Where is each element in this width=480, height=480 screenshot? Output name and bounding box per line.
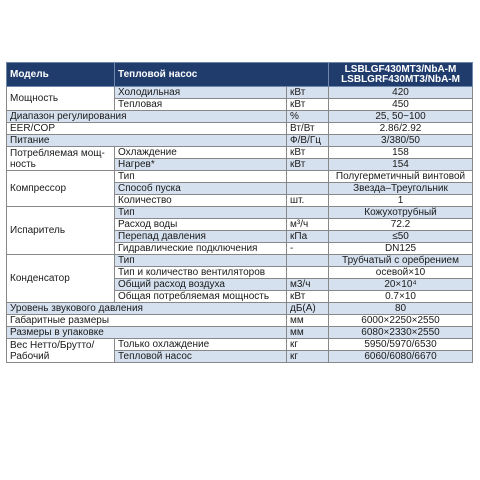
eer-label: EER/COP	[7, 123, 287, 135]
evaporator-type-label: Тип	[115, 207, 287, 219]
eer-value: 2.86/2.92	[329, 123, 473, 135]
evaporator-type-value: Кожухотрубный	[329, 207, 473, 219]
header-row	[7, 63, 473, 87]
table-row	[7, 123, 473, 135]
table-row	[7, 327, 473, 339]
supply-unit: Ф/В/Гц	[287, 135, 329, 147]
header-type-label: Тепловой насос	[115, 63, 329, 87]
header-model-names	[329, 63, 473, 87]
condenser-label: Конденсатор	[7, 255, 115, 303]
supply-label: Питание	[7, 135, 287, 147]
condenser-fans-unit	[287, 267, 329, 279]
compressor-qty-unit: шт.	[287, 195, 329, 207]
eer-unit: Вт/Вт	[287, 123, 329, 135]
dims-unit: мм	[287, 315, 329, 327]
compressor-type-label: Тип	[115, 171, 287, 183]
model-name-1: LSBLGF430MT3/NbA-M	[344, 63, 457, 75]
weight-cool-unit: кг	[287, 339, 329, 351]
table-row	[7, 339, 473, 351]
consumption-cool-unit: кВт	[287, 147, 329, 159]
condenser-type-unit	[287, 255, 329, 267]
compressor-qty-value: 1	[329, 195, 473, 207]
supply-value: 3/380/50	[329, 135, 473, 147]
condenser-type-value: Трубчатый с оребрением	[329, 255, 473, 267]
table-row	[7, 303, 473, 315]
weight-cool-label: Только охлаждение	[115, 339, 287, 351]
range-label: Диапазон регулирования	[7, 111, 287, 123]
table-row	[7, 111, 473, 123]
condenser-fanpower-label: Общая потребляемая мощность	[115, 291, 287, 303]
weight-label: Вес Нетто/Брутто/ Рабочий	[7, 339, 115, 363]
compressor-start-label: Способ пуска	[115, 183, 287, 195]
dims-value: 6000×2250×2550	[329, 315, 473, 327]
packdims-label: Размеры в упаковке	[7, 327, 287, 339]
evaporator-conn-label: Гидравлические подключения	[115, 243, 287, 255]
table-row	[7, 171, 473, 183]
range-value: 25, 50~100	[329, 111, 473, 123]
table-row	[7, 207, 473, 219]
compressor-start-unit	[287, 183, 329, 195]
power-cool-unit: кВт	[287, 87, 329, 99]
weight-heat-label: Тепловой насос	[115, 351, 287, 363]
evaporator-label: Испаритель	[7, 207, 115, 255]
evaporator-type-unit	[287, 207, 329, 219]
condenser-air-label: Общий расход воздуха	[115, 279, 287, 291]
evaporator-drop-unit: кПа	[287, 231, 329, 243]
consumption-heat-unit: кВт	[287, 159, 329, 171]
header-model-label: Модель	[7, 63, 115, 87]
condenser-fanpower-value: 0.7×10	[329, 291, 473, 303]
consumption-heat-label: Нагрев*	[115, 159, 287, 171]
evaporator-conn-unit: -	[287, 243, 329, 255]
packdims-unit: мм	[287, 327, 329, 339]
range-unit: %	[287, 111, 329, 123]
spec-table	[6, 62, 473, 363]
packdims-value: 6080×2330×2550	[329, 327, 473, 339]
consumption-cool-label: Охлаждение	[115, 147, 287, 159]
compressor-type-unit	[287, 171, 329, 183]
condenser-type-label: Тип	[115, 255, 287, 267]
compressor-label: Компрессор	[7, 171, 115, 207]
weight-heat-unit: кг	[287, 351, 329, 363]
table-row	[7, 255, 473, 267]
evaporator-drop-label: Перепад давления	[115, 231, 287, 243]
condenser-air-unit: м3/ч	[287, 279, 329, 291]
condenser-fans-value: осевой×10	[329, 267, 473, 279]
weight-heat-value: 6060/6080/6670	[329, 351, 473, 363]
dims-label: Габаритные размеры	[7, 315, 287, 327]
table-row	[7, 147, 473, 159]
power-label: Мощность	[7, 87, 115, 111]
evaporator-drop-value: ≤50	[329, 231, 473, 243]
compressor-start-value: Звезда–Треугольник	[329, 183, 473, 195]
table-row	[7, 135, 473, 147]
power-heat-value: 450	[329, 99, 473, 111]
power-heat-label: Тепловая	[115, 99, 287, 111]
consumption-cool-value: 158	[329, 147, 473, 159]
table-row	[7, 315, 473, 327]
weight-cool-value: 5950/5970/6530	[329, 339, 473, 351]
evaporator-flow-value: 72.2	[329, 219, 473, 231]
noise-unit: дБ(А)	[287, 303, 329, 315]
consumption-label: Потребляемая мощ-ность	[7, 147, 115, 171]
power-cool-label: Холодильная	[115, 87, 287, 99]
power-cool-value: 420	[329, 87, 473, 99]
condenser-fans-label: Тип и количество вентиляторов	[115, 267, 287, 279]
compressor-type-value: Полугерметичный винтовой	[329, 171, 473, 183]
condenser-fanpower-unit: кВт	[287, 291, 329, 303]
compressor-qty-label: Количество	[115, 195, 287, 207]
evaporator-flow-label: Расход воды	[115, 219, 287, 231]
model-name-2: LSBLGRF430MT3/NbA-M	[341, 73, 460, 85]
consumption-heat-value: 154	[329, 159, 473, 171]
noise-value: 80	[329, 303, 473, 315]
condenser-air-value: 20×10⁴	[329, 279, 473, 291]
evaporator-conn-value: DN125	[329, 243, 473, 255]
evaporator-flow-unit: м³/ч	[287, 219, 329, 231]
noise-label: Уровень звукового давления	[7, 303, 287, 315]
power-heat-unit: кВт	[287, 99, 329, 111]
table-row	[7, 87, 473, 99]
